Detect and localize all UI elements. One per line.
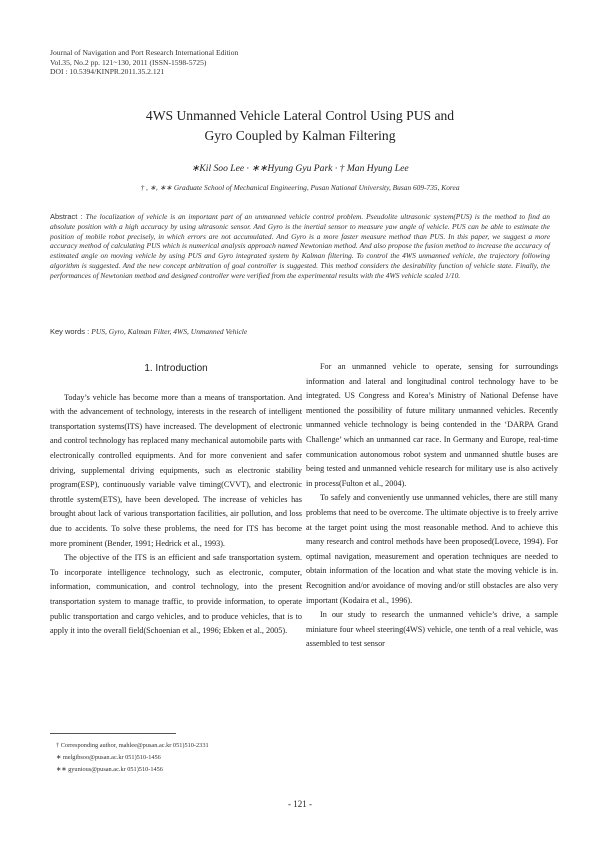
authors: ∗Kil Soo Lee · ∗∗Hyung Gyu Park · † Man Hyung Lee — [191, 163, 409, 174]
journal-doi: DOI : 10.5394/KINPR.2011.35.2.121 — [50, 67, 165, 77]
journal-volume: Vol.35, No.2 pp. 121~130, 2011 (ISSN-1598-5725) — [50, 57, 207, 67]
affiliation: † , ∗, ∗∗ Graduate School of Mechanical Engineering, Pusan National University, Busan 609-735, Korea — [140, 183, 460, 192]
footnote-corresponding: † Corresponding author, mahlee@pusan.ac.kr 051)510-2331 — [56, 742, 209, 749]
paragraph: To safely and conveniently use unmanned vehicles, there are still many problems that need to be overcome. The ultimate objective is to freely arrive at the target point using the most reasonable method. And to achieve this many research and control methods have been proposed(Lovece, 1994). For optimal navigation, measurement and operation techniques are needed to obtain information of the location and what state the moving vehicle is in. Recognition and/or avoidance of moving and/or still obstacles are also very important (Kodaira et al., 1996). — [306, 493, 558, 605]
paper-title — [40, 106, 560, 146]
paragraph: For an unmanned vehicle to operate, sensing for surroundings information and lateral and longitudinal control technology have to be integrated. US Congress and Korea’s Ministry of National Defense have mentioned the possibility of future military unmanned vehicles. Recently unmanned vehicle technology is being contended in the ‘DARPA Grand Challenge’ which an unmanned car race. In Germany and Europe, real-time communication autonomous robot system and unmanned shuttle buses are being tested and unmanned vehicle research for military use is also actively in process(Fulton et al., 2004). — [306, 362, 558, 488]
abstract — [50, 212, 550, 281]
footnotes — [56, 740, 209, 776]
keywords-value: PUS, Gyro, Kalman Filter, 4WS, Unmanned Vehicle — [91, 327, 248, 336]
page-number: - 121 - — [288, 799, 312, 809]
paragraph: In our study to research the unmanned vehicle’s drive, a sample miniature four wheel steering(4WS) vehicle, one tenth of a real vehicle, was assembled to test sensor — [306, 610, 558, 649]
abstract-label: Abstract : — [50, 212, 86, 221]
paragraph: The objective of the ITS is an efficient and safe transportation system. To incorporate intelligence technology, such as electronic, computer, information, communication, and control technology, into the present transportation system to manage traffic, to provide information, to operate public transportation and cargo vehicles, and to produce vehicles, that is to apply it into the overall field(Schoenian et al., 1996; Ebken et al., 2005). — [50, 553, 302, 636]
footnote-author-2: ∗ melgibsoo@pusan.ac.kr 051)510-1456 — [56, 754, 161, 761]
keywords-label: Key words : — [50, 327, 92, 336]
title-line-2: Gyro Coupled by Kalman Filtering — [204, 128, 396, 143]
footnote-author-3: ∗∗ gyunious@pusan.ac.kr 051)510-1456 — [56, 766, 163, 773]
title-line-1: 4WS Unmanned Vehicle Lateral Control Using PUS and — [145, 108, 455, 123]
section-heading-introduction: 1. Introduction — [144, 363, 208, 374]
paragraph: Today’s vehicle has become more than a means of transportation. And with the advancement of technology, interests in the research of intelligent transportation systems(ITS) have increased. The development of electronic and control technology has replaced many mechanical automobile parts with electronically controlled equipments. And for more convenient and safer driving, supplemental driving equipments, such as electronic stability program(ESP), continuously variable valve timing(CVVT), and electronic throttle system(ETS), have been developed. The increase of vehicles has brought about lack of various transportation facilities, air pollution, and loss due to accidents. To solve these problems, the need for ITS has become more prominent (Bender, 1991; Hedrick et al., 1993). — [50, 392, 302, 548]
left-column — [50, 360, 302, 639]
journal-name: Journal of Navigation and Port Research International Edition — [50, 48, 239, 57]
footnote-divider — [50, 733, 176, 734]
right-column — [306, 360, 558, 652]
journal-header — [50, 48, 238, 77]
keywords — [50, 327, 247, 336]
abstract-text: The localization of vehicle is an important part of an unmanned vehicle control problem. Pseudolite ultrasonic system(PUS) is the method to find an absolute position with a high accuracy by using ultrasonic sensor. And Gyro is the inertial sensor to measure yaw angle of vehicle. PUS can be able to estimate the position of mobile robot precisely, in which errors are not accumulated. And Gyro is a more faster measure method than PUS. In this paper, we suggest a more accuracy method of calculating PUS which is numerical analysis approach named Newtonian method. And also propose the fusion method to increase the accuracy of estimated angle on moving vehicle by using PUS and Gyro integrated system by Kalman filtering. To control the 4WS unmanned vehicle, the trajectory following algorithm is suggested. And the new concept arbitration of goal controller is suggested. This method considers the desirability function of vehicle state. Finally, the performances of Newtonian method and designed controller were verified from the experimental results with the 4WS vehicle scaled 1/10. — [50, 212, 550, 280]
